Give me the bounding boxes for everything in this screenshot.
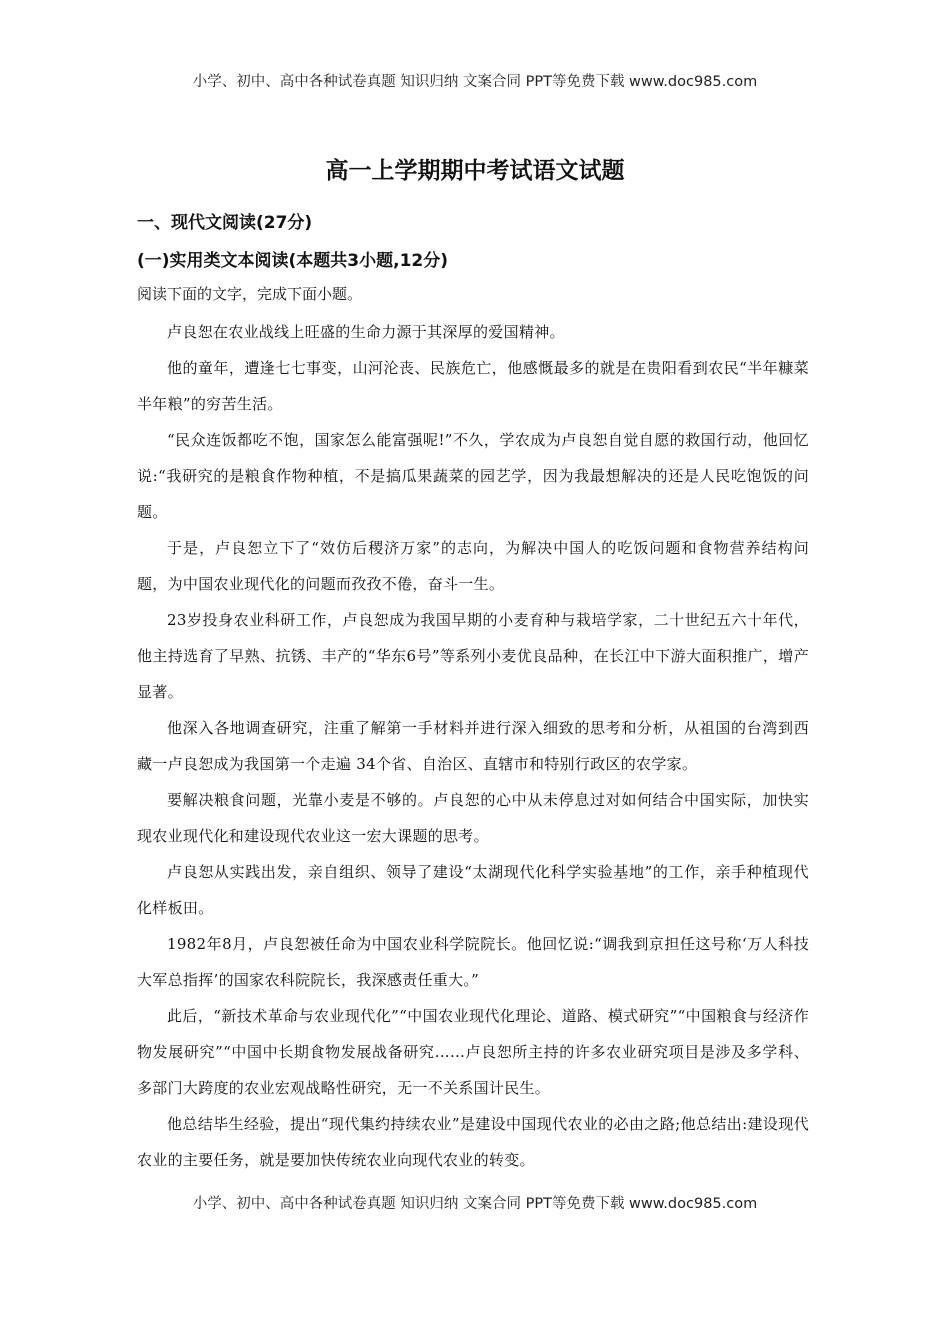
paragraph: 卢良恕从实践出发，亲自组织、领导了建设“太湖现代化科学实验基地”的工作，亲手种植现代化样板田。 (137, 863, 809, 917)
section-heading: 一、现代文阅读(27分) (137, 213, 313, 233)
paragraph: 23岁投身农业科研工作，卢良恕成为我国早期的小麦育种与栽培学家，二十世纪五六十年代，他主持选育了早熟、抗锈、丰产的“华东6号”等系列小麦优良品种，在长江中下游大面积推广，增产显著。 (137, 611, 809, 701)
paragraph: 要解决粮食问题，光靠小麦是不够的。卢良恕的心中从未停息过对如何结合中国实际，加快实现农业现代化和建设现代农业这一宏大课题的思考。 (137, 791, 809, 845)
page-title: 高一上学期期中考试语文试题 (325, 158, 625, 184)
article-body (137, 314, 809, 1178)
reading-instruction: 阅读下面的文字，完成下面小题。 (137, 285, 363, 303)
paragraph: 他的童年，遭逢七七事变，山河沦丧、民族危亡，他感慨最多的就是在贵阳看到农民“半年糠菜半年粮”的穷苦生活。 (137, 359, 809, 413)
page-footer: 小学、初中、高中各种试卷真题 知识归纳 文案合同 PPT等免费下载 www.doc985.com (192, 1196, 758, 1212)
paragraph: 于是，卢良恕立下了“效仿后稷济万家”的志向，为解决中国人的吃饭问题和食物营养结构问题，为中国农业现代化的问题而孜孜不倦，奋斗一生。 (137, 539, 809, 593)
paragraph: 此后，“新技术革命与农业现代化”“中国农业现代化理论、道路、模式研究”“中国粮食与经济作物发展研究”“中国中长期食物发展战备研究……卢良恕所主持的许多农业研究项目是涉及多学科、多部门大跨度的农业宏观战略性研究，无一不关系国计民生。 (137, 1007, 809, 1097)
paragraph: 1982年8月，卢良恕被任命为中国农业科学院院长。他回忆说:“调我到京担任这号称‘万人科技大军总指挥’的国家农科院院长，我深感责任重大。” (137, 935, 809, 989)
page-header: 小学、初中、高中各种试卷真题 知识归纳 文案合同 PPT等免费下载 www.doc985.com (192, 74, 758, 90)
subsection-heading: (一)实用类文本阅读(本题共3小题,12分) (137, 251, 449, 271)
paragraph: 卢良恕在农业战线上旺盛的生命力源于其深厚的爱国精神。 (167, 323, 565, 341)
paragraph: 他深入各地调查研究，注重了解第一手材料并进行深入细致的思考和分析，从祖国的台湾到西藏一卢良恕成为我国第一个走遍 34个省、自治区、直辖市和特别行政区的农学家。 (137, 719, 809, 773)
paragraph: 他总结毕生经验，提出“现代集约持续农业”是建设中国现代农业的必由之路;他总结出:建设现代农业的主要任务，就是要加快传统农业向现代农业的转变。 (137, 1115, 809, 1169)
paragraph: “民众连饭都吃不饱，国家怎么能富强呢!”不久，学农成为卢良恕自觉自愿的救国行动，他回忆说:“我研究的是粮食作物种植，不是搞瓜果蔬菜的园艺学，因为我最想解决的还是人民吃饱饭的问题。 (137, 431, 809, 521)
